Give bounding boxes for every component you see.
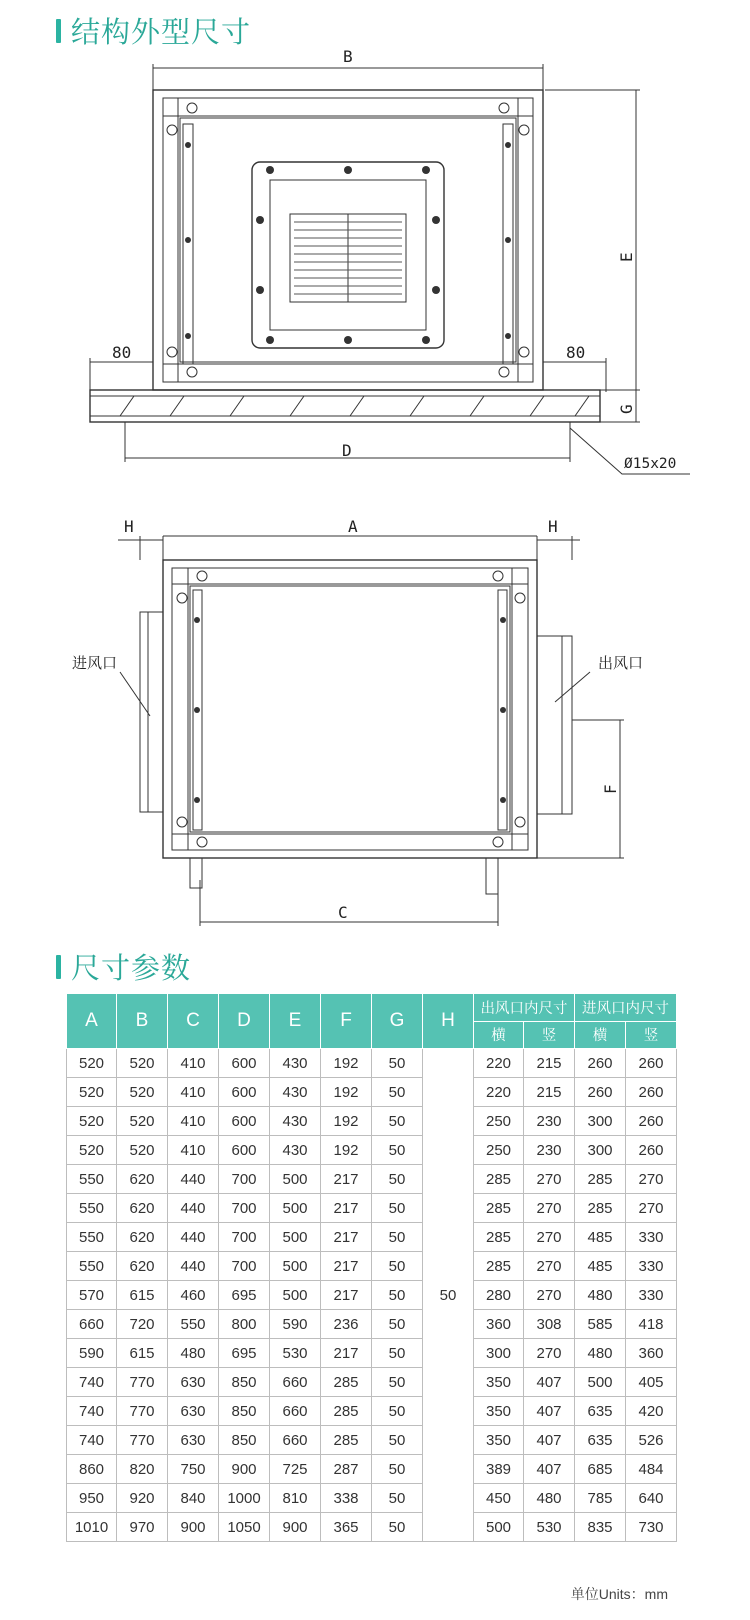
cell-d: 600 bbox=[219, 1136, 270, 1165]
cell-b: 520 bbox=[117, 1136, 168, 1165]
dim-label-a: A bbox=[348, 517, 358, 536]
cell-a: 1010 bbox=[67, 1513, 117, 1542]
cell-a: 950 bbox=[67, 1484, 117, 1513]
cell-inlet-horizontal: 585 bbox=[575, 1310, 626, 1339]
cell-e: 530 bbox=[270, 1339, 321, 1368]
cell-b: 770 bbox=[117, 1368, 168, 1397]
cell-c: 410 bbox=[168, 1049, 219, 1078]
cell-g: 50 bbox=[372, 1281, 423, 1310]
header-e: E bbox=[270, 994, 321, 1049]
cell-outlet-horizontal: 285 bbox=[474, 1165, 524, 1194]
cell-a: 520 bbox=[67, 1049, 117, 1078]
cell-a: 590 bbox=[67, 1339, 117, 1368]
cell-d: 700 bbox=[219, 1165, 270, 1194]
table-row bbox=[67, 1107, 677, 1136]
cell-g: 50 bbox=[372, 1194, 423, 1223]
cell-b: 620 bbox=[117, 1223, 168, 1252]
cell-e: 725 bbox=[270, 1455, 321, 1484]
cell-b: 970 bbox=[117, 1513, 168, 1542]
cell-outlet-horizontal: 450 bbox=[474, 1484, 524, 1513]
table-row bbox=[67, 1194, 677, 1223]
cell-g: 50 bbox=[372, 1397, 423, 1426]
cell-outlet-vertical: 407 bbox=[524, 1397, 575, 1426]
cell-c: 410 bbox=[168, 1136, 219, 1165]
cell-inlet-vertical: 260 bbox=[626, 1078, 677, 1107]
cell-d: 700 bbox=[219, 1223, 270, 1252]
dim-label-f: F bbox=[601, 784, 620, 794]
cell-outlet-horizontal: 285 bbox=[474, 1194, 524, 1223]
cell-d: 1000 bbox=[219, 1484, 270, 1513]
cell-outlet-horizontal: 350 bbox=[474, 1368, 524, 1397]
header-inlet-group: 进风口内尺寸 bbox=[575, 994, 677, 1022]
cell-g: 50 bbox=[372, 1252, 423, 1281]
cell-f: 217 bbox=[321, 1252, 372, 1281]
table-row bbox=[67, 1078, 677, 1107]
cell-outlet-horizontal: 350 bbox=[474, 1426, 524, 1455]
cell-outlet-horizontal: 285 bbox=[474, 1252, 524, 1281]
cell-c: 840 bbox=[168, 1484, 219, 1513]
cell-c: 440 bbox=[168, 1165, 219, 1194]
header-f: F bbox=[321, 994, 372, 1049]
cell-d: 600 bbox=[219, 1107, 270, 1136]
cell-inlet-horizontal: 500 bbox=[575, 1368, 626, 1397]
dim-label-h-left: H bbox=[124, 517, 134, 536]
cell-b: 770 bbox=[117, 1397, 168, 1426]
cell-a: 520 bbox=[67, 1107, 117, 1136]
cell-c: 480 bbox=[168, 1339, 219, 1368]
cell-e: 430 bbox=[270, 1107, 321, 1136]
cell-d: 695 bbox=[219, 1281, 270, 1310]
cell-d: 850 bbox=[219, 1397, 270, 1426]
unit-label: 单位Units：mm bbox=[570, 1586, 668, 1602]
cell-d: 600 bbox=[219, 1078, 270, 1107]
cell-a: 860 bbox=[67, 1455, 117, 1484]
cell-outlet-vertical: 270 bbox=[524, 1281, 575, 1310]
cell-f: 192 bbox=[321, 1078, 372, 1107]
cell-h-merged: 50 bbox=[423, 1049, 474, 1542]
cell-b: 620 bbox=[117, 1252, 168, 1281]
cell-d: 800 bbox=[219, 1310, 270, 1339]
cell-e: 500 bbox=[270, 1252, 321, 1281]
table-row bbox=[67, 1484, 677, 1513]
cell-e: 660 bbox=[270, 1397, 321, 1426]
header-inlet-horizontal: 横 bbox=[575, 1021, 626, 1049]
cell-a: 740 bbox=[67, 1368, 117, 1397]
spec-table-body bbox=[67, 1049, 677, 1542]
cell-b: 520 bbox=[117, 1049, 168, 1078]
cell-c: 630 bbox=[168, 1397, 219, 1426]
cell-inlet-horizontal: 300 bbox=[575, 1136, 626, 1165]
outlet-label: 出风口 bbox=[598, 654, 644, 672]
cell-g: 50 bbox=[372, 1513, 423, 1542]
cell-c: 440 bbox=[168, 1252, 219, 1281]
cell-c: 750 bbox=[168, 1455, 219, 1484]
cell-a: 660 bbox=[67, 1310, 117, 1339]
header-d: D bbox=[219, 994, 270, 1049]
cell-outlet-vertical: 407 bbox=[524, 1368, 575, 1397]
cell-inlet-horizontal: 480 bbox=[575, 1281, 626, 1310]
cell-inlet-horizontal: 635 bbox=[575, 1426, 626, 1455]
cell-a: 570 bbox=[67, 1281, 117, 1310]
cell-e: 810 bbox=[270, 1484, 321, 1513]
cell-f: 236 bbox=[321, 1310, 372, 1339]
cell-d: 600 bbox=[219, 1049, 270, 1078]
header-outlet-horizontal: 横 bbox=[474, 1021, 524, 1049]
cell-inlet-vertical: 640 bbox=[626, 1484, 677, 1513]
header-a: A bbox=[67, 994, 117, 1049]
cell-inlet-vertical: 418 bbox=[626, 1310, 677, 1339]
table-row bbox=[67, 1136, 677, 1165]
cell-outlet-vertical: 308 bbox=[524, 1310, 575, 1339]
cell-e: 500 bbox=[270, 1223, 321, 1252]
inlet-label: 进风口 bbox=[72, 654, 118, 672]
cell-b: 615 bbox=[117, 1339, 168, 1368]
cell-outlet-horizontal: 250 bbox=[474, 1107, 524, 1136]
cell-outlet-vertical: 230 bbox=[524, 1136, 575, 1165]
cell-d: 700 bbox=[219, 1194, 270, 1223]
cell-outlet-horizontal: 389 bbox=[474, 1455, 524, 1484]
cell-inlet-vertical: 526 bbox=[626, 1426, 677, 1455]
cell-g: 50 bbox=[372, 1455, 423, 1484]
cell-inlet-horizontal: 300 bbox=[575, 1107, 626, 1136]
cell-a: 520 bbox=[67, 1136, 117, 1165]
cell-f: 285 bbox=[321, 1397, 372, 1426]
cell-c: 410 bbox=[168, 1078, 219, 1107]
cell-outlet-vertical: 530 bbox=[524, 1513, 575, 1542]
cell-g: 50 bbox=[372, 1078, 423, 1107]
dim-label-left-80: 80 bbox=[112, 343, 132, 362]
cell-inlet-vertical: 270 bbox=[626, 1165, 677, 1194]
cell-inlet-vertical: 260 bbox=[626, 1107, 677, 1136]
table-row bbox=[67, 1310, 677, 1339]
table-row bbox=[67, 1165, 677, 1194]
table-row bbox=[67, 1455, 677, 1484]
cell-inlet-vertical: 420 bbox=[626, 1397, 677, 1426]
cell-e: 500 bbox=[270, 1165, 321, 1194]
cell-e: 500 bbox=[270, 1194, 321, 1223]
cell-inlet-horizontal: 685 bbox=[575, 1455, 626, 1484]
cell-g: 50 bbox=[372, 1339, 423, 1368]
cell-inlet-vertical: 260 bbox=[626, 1136, 677, 1165]
cell-e: 430 bbox=[270, 1136, 321, 1165]
table-row bbox=[67, 1397, 677, 1426]
cell-outlet-horizontal: 220 bbox=[474, 1049, 524, 1078]
cell-inlet-horizontal: 285 bbox=[575, 1194, 626, 1223]
header-b: B bbox=[117, 994, 168, 1049]
header-c: C bbox=[168, 994, 219, 1049]
header-outlet-vertical: 竖 bbox=[524, 1021, 575, 1049]
section-title-text: 结构外型尺寸 bbox=[71, 15, 252, 49]
cell-g: 50 bbox=[372, 1049, 423, 1078]
cell-outlet-vertical: 407 bbox=[524, 1455, 575, 1484]
cell-outlet-horizontal: 280 bbox=[474, 1281, 524, 1310]
cell-b: 920 bbox=[117, 1484, 168, 1513]
cell-g: 50 bbox=[372, 1484, 423, 1513]
cell-inlet-vertical: 260 bbox=[626, 1049, 677, 1078]
cell-f: 365 bbox=[321, 1513, 372, 1542]
cell-outlet-vertical: 215 bbox=[524, 1078, 575, 1107]
cell-g: 50 bbox=[372, 1426, 423, 1455]
cell-outlet-horizontal: 360 bbox=[474, 1310, 524, 1339]
header-g: G bbox=[372, 994, 423, 1049]
cell-c: 440 bbox=[168, 1223, 219, 1252]
title-accent-bar bbox=[56, 955, 61, 979]
cell-outlet-vertical: 270 bbox=[524, 1223, 575, 1252]
cell-b: 770 bbox=[117, 1426, 168, 1455]
cell-outlet-vertical: 215 bbox=[524, 1049, 575, 1078]
top-view-drawing bbox=[0, 50, 750, 490]
cell-e: 590 bbox=[270, 1310, 321, 1339]
cell-inlet-horizontal: 480 bbox=[575, 1339, 626, 1368]
cell-inlet-vertical: 484 bbox=[626, 1455, 677, 1484]
cell-c: 550 bbox=[168, 1310, 219, 1339]
cell-b: 620 bbox=[117, 1165, 168, 1194]
table-row bbox=[67, 1281, 677, 1310]
dim-label-d: D bbox=[342, 441, 352, 460]
dim-label-hole: Ø15x20 bbox=[624, 456, 677, 472]
header-h: H bbox=[423, 994, 474, 1049]
header-outlet-group: 出风口内尺寸 bbox=[474, 994, 575, 1022]
cell-d: 900 bbox=[219, 1455, 270, 1484]
table-row bbox=[67, 1252, 677, 1281]
cell-a: 740 bbox=[67, 1397, 117, 1426]
cell-c: 630 bbox=[168, 1426, 219, 1455]
cell-c: 900 bbox=[168, 1513, 219, 1542]
table-row bbox=[67, 1339, 677, 1368]
cell-outlet-horizontal: 220 bbox=[474, 1078, 524, 1107]
table-row bbox=[67, 1426, 677, 1455]
cell-outlet-vertical: 407 bbox=[524, 1426, 575, 1455]
dim-label-right-80: 80 bbox=[566, 343, 586, 362]
cell-outlet-vertical: 270 bbox=[524, 1339, 575, 1368]
cell-inlet-horizontal: 485 bbox=[575, 1223, 626, 1252]
cell-b: 720 bbox=[117, 1310, 168, 1339]
cell-f: 287 bbox=[321, 1455, 372, 1484]
side-view-drawing bbox=[0, 508, 750, 928]
cell-f: 217 bbox=[321, 1223, 372, 1252]
table-row bbox=[67, 1223, 677, 1252]
dim-label-b: B bbox=[343, 50, 353, 66]
cell-e: 900 bbox=[270, 1513, 321, 1542]
cell-outlet-horizontal: 300 bbox=[474, 1339, 524, 1368]
cell-c: 410 bbox=[168, 1107, 219, 1136]
cell-c: 460 bbox=[168, 1281, 219, 1310]
cell-f: 217 bbox=[321, 1194, 372, 1223]
cell-d: 850 bbox=[219, 1368, 270, 1397]
cell-e: 660 bbox=[270, 1426, 321, 1455]
cell-inlet-horizontal: 260 bbox=[575, 1049, 626, 1078]
cell-a: 550 bbox=[67, 1165, 117, 1194]
cell-a: 550 bbox=[67, 1194, 117, 1223]
cell-g: 50 bbox=[372, 1223, 423, 1252]
cell-b: 520 bbox=[117, 1078, 168, 1107]
cell-c: 630 bbox=[168, 1368, 219, 1397]
cell-d: 850 bbox=[219, 1426, 270, 1455]
cell-g: 50 bbox=[372, 1368, 423, 1397]
cell-outlet-vertical: 270 bbox=[524, 1165, 575, 1194]
table-row bbox=[67, 1368, 677, 1397]
spec-table bbox=[66, 993, 677, 1542]
table-row bbox=[67, 1513, 677, 1542]
cell-inlet-vertical: 330 bbox=[626, 1223, 677, 1252]
cell-inlet-horizontal: 635 bbox=[575, 1397, 626, 1426]
cell-e: 500 bbox=[270, 1281, 321, 1310]
cell-b: 820 bbox=[117, 1455, 168, 1484]
cell-inlet-horizontal: 785 bbox=[575, 1484, 626, 1513]
cell-a: 740 bbox=[67, 1426, 117, 1455]
cell-f: 285 bbox=[321, 1426, 372, 1455]
cell-f: 217 bbox=[321, 1165, 372, 1194]
dim-label-h-right: H bbox=[548, 517, 558, 536]
cell-inlet-vertical: 360 bbox=[626, 1339, 677, 1368]
section-title-text: 尺寸参数 bbox=[71, 951, 192, 985]
cell-b: 615 bbox=[117, 1281, 168, 1310]
cell-e: 660 bbox=[270, 1368, 321, 1397]
cell-outlet-vertical: 480 bbox=[524, 1484, 575, 1513]
cell-f: 192 bbox=[321, 1049, 372, 1078]
cell-d: 695 bbox=[219, 1339, 270, 1368]
cell-f: 217 bbox=[321, 1281, 372, 1310]
cell-b: 620 bbox=[117, 1194, 168, 1223]
dim-label-c: C bbox=[338, 903, 348, 922]
section-title-parameters bbox=[56, 946, 191, 987]
cell-inlet-horizontal: 285 bbox=[575, 1165, 626, 1194]
cell-f: 192 bbox=[321, 1136, 372, 1165]
title-accent-bar bbox=[56, 19, 61, 43]
cell-g: 50 bbox=[372, 1107, 423, 1136]
cell-a: 520 bbox=[67, 1078, 117, 1107]
cell-c: 440 bbox=[168, 1194, 219, 1223]
cell-d: 700 bbox=[219, 1252, 270, 1281]
cell-f: 217 bbox=[321, 1339, 372, 1368]
cell-a: 550 bbox=[67, 1223, 117, 1252]
cell-a: 550 bbox=[67, 1252, 117, 1281]
cell-g: 50 bbox=[372, 1165, 423, 1194]
dim-label-g: G bbox=[617, 404, 636, 414]
cell-d: 1050 bbox=[219, 1513, 270, 1542]
cell-inlet-vertical: 330 bbox=[626, 1252, 677, 1281]
cell-inlet-vertical: 270 bbox=[626, 1194, 677, 1223]
section-title-dimensions bbox=[56, 10, 251, 51]
cell-outlet-vertical: 270 bbox=[524, 1194, 575, 1223]
cell-f: 338 bbox=[321, 1484, 372, 1513]
cell-e: 430 bbox=[270, 1049, 321, 1078]
cell-b: 520 bbox=[117, 1107, 168, 1136]
cell-outlet-vertical: 230 bbox=[524, 1107, 575, 1136]
cell-g: 50 bbox=[372, 1310, 423, 1339]
dim-label-e: E bbox=[617, 252, 636, 262]
cell-outlet-horizontal: 350 bbox=[474, 1397, 524, 1426]
table-row bbox=[67, 1049, 677, 1078]
cell-inlet-vertical: 405 bbox=[626, 1368, 677, 1397]
cell-f: 285 bbox=[321, 1368, 372, 1397]
cell-inlet-vertical: 730 bbox=[626, 1513, 677, 1542]
cell-g: 50 bbox=[372, 1136, 423, 1165]
cell-inlet-horizontal: 485 bbox=[575, 1252, 626, 1281]
cell-outlet-horizontal: 500 bbox=[474, 1513, 524, 1542]
cell-e: 430 bbox=[270, 1078, 321, 1107]
cell-outlet-horizontal: 285 bbox=[474, 1223, 524, 1252]
cell-inlet-horizontal: 260 bbox=[575, 1078, 626, 1107]
header-inlet-vertical: 竖 bbox=[626, 1021, 677, 1049]
cell-f: 192 bbox=[321, 1107, 372, 1136]
cell-inlet-vertical: 330 bbox=[626, 1281, 677, 1310]
cell-inlet-horizontal: 835 bbox=[575, 1513, 626, 1542]
cell-outlet-horizontal: 250 bbox=[474, 1136, 524, 1165]
cell-outlet-vertical: 270 bbox=[524, 1252, 575, 1281]
